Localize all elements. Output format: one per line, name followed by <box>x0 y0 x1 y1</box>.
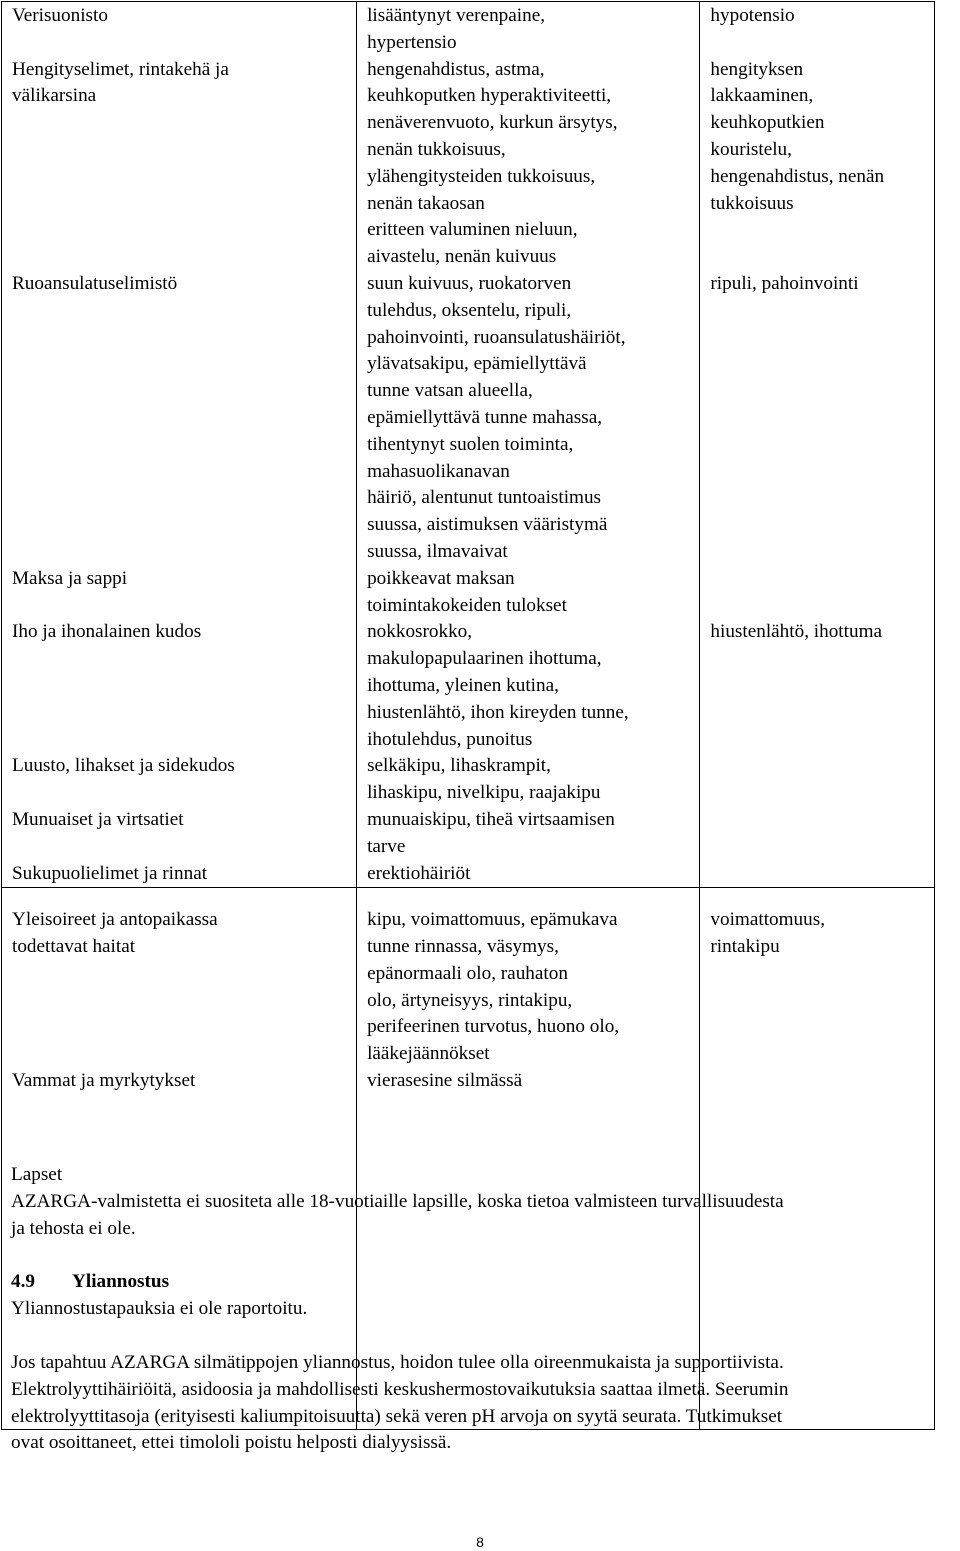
cell-text-line <box>12 217 348 244</box>
cell-text-line: hengityksen <box>710 58 804 80</box>
cell-text-line: makulopapulaarinen ihottuma, <box>367 648 602 670</box>
table-entry <box>710 907 926 1068</box>
cell-text-line: mahasuolikanavan <box>367 460 510 482</box>
cell-text-line <box>710 459 926 486</box>
overdose-text-line: elektrolyyttitasoja (erityisesti kaliumpitoisuutta) sekä veren pH arvoja on syytä seurata. Tutkimukset <box>11 1405 783 1427</box>
cell-text-line <box>12 137 348 164</box>
cell-text-line: kouristelu, <box>710 138 792 160</box>
table-entry <box>367 753 691 807</box>
cell-text-line <box>710 512 926 539</box>
cell-text-line <box>12 432 348 459</box>
cell-text-line: Maksa ja sappi <box>12 567 128 589</box>
cell-text-line: tunne vatsan alueella, <box>367 380 533 402</box>
section-number: 4.9 <box>11 1271 35 1293</box>
cell-text-line: hypertensio <box>367 31 457 53</box>
cell-text-line <box>12 164 348 191</box>
table-entry <box>710 619 926 753</box>
cell-text-line <box>710 432 926 459</box>
cell-text-line: ripuli, pahoinvointi <box>710 272 859 294</box>
cell-text-line <box>12 459 348 486</box>
cell-text-line: nenäverenvuoto, kurkun ärsytys, <box>367 112 618 134</box>
cell-text-line <box>710 30 926 57</box>
cell-text-line <box>710 298 926 325</box>
cell-text-line: perifeerinen turvotus, huono olo, <box>367 1016 620 1038</box>
table-entry <box>12 907 348 1068</box>
cell-text-line <box>12 539 348 566</box>
cell-text-line <box>710 325 926 352</box>
table-entry <box>710 807 926 861</box>
cell-text-line <box>12 646 348 673</box>
cell-text-line: ylähengitysteiden tukkoisuus, <box>367 165 596 187</box>
cell-text-line: poikkeavat maksan <box>367 567 515 589</box>
cell-text-line: tarve <box>367 835 406 857</box>
cell-text-line: lakkaaminen, <box>710 85 814 107</box>
children-text-line: AZARGA-valmistetta ei suositeta alle 18-vuotiaille lapsille, koska tietoa valmisteen turvallisuudesta <box>11 1190 784 1212</box>
page-number: 8 <box>476 1534 484 1550</box>
overdose-text-line: Jos tapahtuu AZARGA silmätippojen yliannostus, hoidon tulee olla oireenmukaista ja supportiivista. <box>11 1351 784 1373</box>
cell-text-line <box>710 1014 926 1041</box>
cell-text-line: selkäkipu, lihaskrampit, <box>367 755 551 777</box>
table-entry <box>12 566 348 620</box>
cell-text-line <box>12 30 348 57</box>
cell-text-line <box>710 988 926 1015</box>
overdose-text-line: Elektrolyyttihäiriöitä, asidoosia ja mahdollisesti keskushermostovaikutuksia saattaa ilmetä. Seerumin <box>11 1378 789 1400</box>
cell-text-line: Sukupuolielimet ja rinnat <box>12 862 208 884</box>
overdose-text-line: ovat osoittaneet, ettei timololi poistu helposti dialyysissä. <box>11 1432 452 1454</box>
cell-text-line <box>710 566 926 593</box>
cell-text-line <box>710 834 926 861</box>
cell-text-line: suun kuivuus, ruokatorven <box>367 272 572 294</box>
cell-text-line <box>12 673 348 700</box>
table-entry <box>710 1068 926 1095</box>
children-heading: Lapset <box>11 1164 63 1185</box>
cell-text-line <box>710 244 926 271</box>
cell-text-line <box>12 512 348 539</box>
cell-text-line <box>710 351 926 378</box>
cell-text-line: tihentynyt suolen toiminta, <box>367 433 574 455</box>
table-entry <box>367 57 691 271</box>
cell-text-line <box>12 834 348 861</box>
cell-text-line <box>710 593 926 620</box>
cell-text-line <box>12 405 348 432</box>
cell-text-line <box>12 191 348 218</box>
cell-text-line: rintakipu <box>710 936 780 958</box>
cell-text-line: Luusto, lihakset ja sidekudos <box>12 755 235 777</box>
cell-text-line: voimattomuus, <box>710 909 825 931</box>
cell-text-line <box>12 593 348 620</box>
cell-text-line <box>12 988 348 1015</box>
uncommon-reactions-cell <box>700 2 935 888</box>
cell-text-line <box>12 485 348 512</box>
table-entry <box>12 1068 348 1095</box>
text-after-table <box>11 1162 956 1457</box>
cell-text-line: suussa, aistimuksen vääristymä <box>367 514 608 536</box>
cell-text-line: Verisuonisto <box>12 5 108 26</box>
cell-text-line: Ruoansulatuselimistö <box>12 272 178 294</box>
cell-text-line: pahoinvointi, ruoansulatushäiriöt, <box>367 326 626 348</box>
cell-text-line: nenän tukkoisuus, <box>367 138 506 160</box>
cell-text-line: Iho ja ihonalainen kudos <box>12 621 202 643</box>
cell-text-line <box>12 727 348 754</box>
cell-text-line: keuhkoputken hyperaktiviteetti, <box>367 85 612 107</box>
cell-text-line <box>710 753 926 780</box>
table-entry <box>367 3 691 57</box>
table-entry <box>367 566 691 620</box>
cell-text-line: Vammat ja myrkytykset <box>12 1070 196 1092</box>
cell-text-line: ihottuma, yleinen kutina, <box>367 674 559 696</box>
cell-text-line: aivastelu, nenän kuivuus <box>367 246 557 268</box>
cell-text-line: hiustenlähtö, ihottuma <box>710 621 883 643</box>
overdose-text-line: Yliannostustapauksia ei ole raportoitu. <box>11 1298 308 1320</box>
cell-text-line <box>710 700 926 727</box>
cell-text-line: välikarsina <box>12 85 97 107</box>
cell-text-line: Yleisoireet ja antopaikassa <box>12 909 218 931</box>
cell-text-line: olo, ärtyneisyys, rintakipu, <box>367 989 573 1011</box>
table-entry <box>367 271 691 566</box>
cell-text-line <box>12 351 348 378</box>
table-entry <box>710 753 926 807</box>
table-entry <box>367 861 691 888</box>
cell-text-line: epämiellyttävä tunne mahassa, <box>367 406 603 428</box>
cell-text-line: ylävatsakipu, epämiellyttävä <box>367 353 587 375</box>
cell-text-line <box>710 861 926 888</box>
table-entry <box>12 3 348 57</box>
table-entry <box>367 907 691 1068</box>
table-entry <box>12 753 348 807</box>
table-entry <box>12 619 348 753</box>
cell-text-line: hengenahdistus, nenän <box>710 165 885 187</box>
cell-text-line: häiriö, alentunut tuntoaistimus <box>367 487 602 509</box>
table-entry <box>710 861 926 888</box>
cell-text-line: erektiohäiriöt <box>367 862 471 884</box>
cell-text-line <box>710 961 926 988</box>
table-entry <box>12 271 348 566</box>
cell-text-line: tukkoisuus <box>710 192 794 214</box>
table-entry <box>12 807 348 861</box>
cell-text-line: eritteen valuminen nieluun, <box>367 219 578 241</box>
organ-class-cell <box>2 2 357 888</box>
table-row <box>2 2 935 888</box>
cell-text-line <box>12 244 348 271</box>
cell-text-line: vierasesine silmässä <box>367 1070 523 1092</box>
table-entry <box>710 57 926 271</box>
cell-text-line <box>710 1041 926 1068</box>
cell-text-line <box>710 539 926 566</box>
cell-text-line <box>12 1014 348 1041</box>
cell-text-line <box>710 673 926 700</box>
cell-text-line: hiustenlähtö, ihon kireyden tunne, <box>367 701 629 723</box>
cell-text-line: hypotensio <box>710 5 795 26</box>
cell-text-line <box>710 378 926 405</box>
cell-text-line <box>710 727 926 754</box>
cell-text-line: nenän takaosan <box>367 192 485 214</box>
section-heading <box>11 1269 956 1296</box>
cell-text-line <box>12 961 348 988</box>
cell-text-line <box>12 110 348 137</box>
cell-text-line <box>710 807 926 834</box>
cell-text-line: kipu, voimattomuus, epämukava <box>367 909 618 931</box>
cell-text-line <box>710 1068 926 1095</box>
cell-text-line <box>12 298 348 325</box>
table-entry <box>710 3 926 57</box>
cell-text-line: suussa, ilmavaivat <box>367 540 508 562</box>
cell-text-line: hengenahdistus, astma, <box>367 58 545 80</box>
cell-text-line: munuaiskipu, tiheä virtsaamisen <box>367 808 615 830</box>
cell-text-line: nokkosrokko, <box>367 621 473 643</box>
cell-text-line: tunne rinnassa, väsymys, <box>367 936 559 958</box>
cell-text-line: ihotulehdus, punoitus <box>367 728 533 750</box>
table-entry <box>367 1068 691 1095</box>
table-entry <box>367 807 691 861</box>
children-text-line: ja tehosta ei ole. <box>11 1217 136 1239</box>
cell-text-line <box>12 700 348 727</box>
cell-text-line <box>12 780 348 807</box>
table-entry <box>367 619 691 753</box>
cell-text-line: tulehdus, oksentelu, ripuli, <box>367 299 572 321</box>
cell-text-line: lihaskipu, nivelkipu, raajakipu <box>367 782 601 804</box>
cell-text-line: toimintakokeiden tulokset <box>367 594 567 616</box>
cell-text-line <box>12 1041 348 1068</box>
cell-text-line <box>710 780 926 807</box>
cell-text-line: keuhkoputkien <box>710 112 825 134</box>
cell-text-line: Munuaiset ja virtsatiet <box>12 808 184 830</box>
cell-text-line <box>12 325 348 352</box>
cell-text-line <box>710 646 926 673</box>
cell-text-line: todettavat haitat <box>12 936 136 958</box>
cell-text-line: Hengityselimet, rintakehä ja <box>12 58 229 80</box>
cell-text-line: lääkejäännökset <box>367 1043 490 1065</box>
cell-text-line <box>12 378 348 405</box>
cell-text-line <box>710 405 926 432</box>
cell-text-line: epänormaali olo, rauhaton <box>367 962 568 984</box>
table-entry <box>710 271 926 566</box>
table-entry <box>12 57 348 271</box>
table-entry <box>710 566 926 620</box>
cell-text-line <box>710 217 926 244</box>
cell-text-line: lisääntynyt verenpaine, <box>367 5 546 26</box>
common-reactions-cell <box>357 2 700 888</box>
cell-text-line <box>710 485 926 512</box>
section-title: Yliannostus <box>72 1271 170 1293</box>
table-entry <box>12 861 348 888</box>
